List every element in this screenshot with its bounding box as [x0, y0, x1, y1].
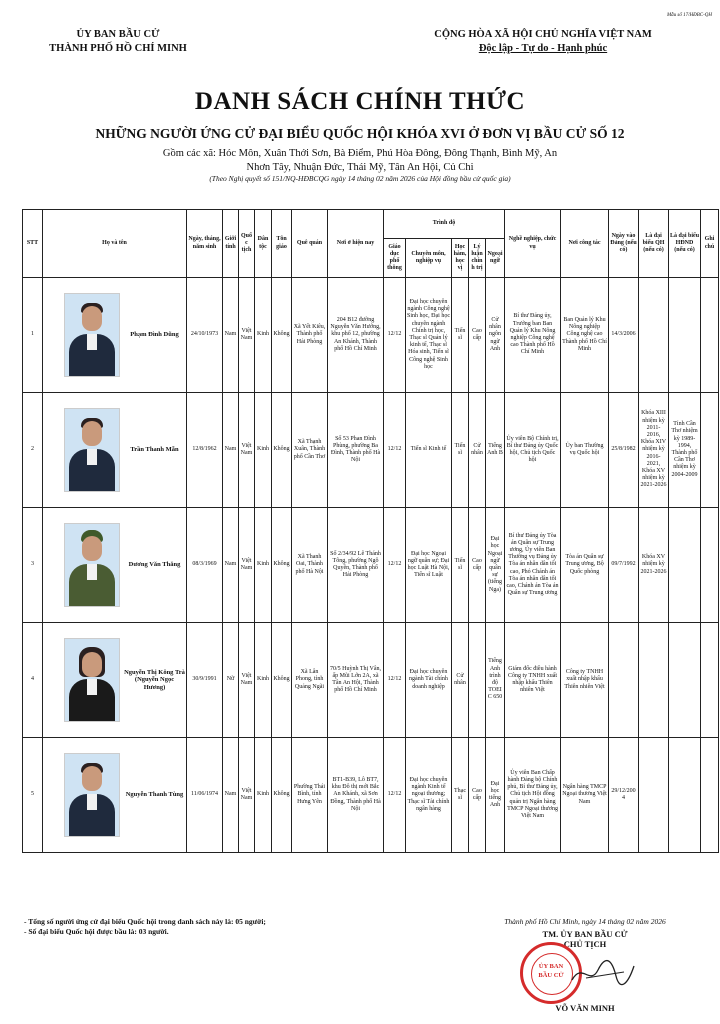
cell-gender: Nam: [223, 508, 239, 623]
candidate-photo: [64, 408, 120, 492]
cell-notes: [701, 508, 719, 623]
col-nationality: Quốc tịch: [239, 210, 255, 278]
resolution-note: (Theo Nghị quyết số 151/NQ-HĐBCQG ngày 14 tháng 02 năm 2026 của Hội đồng bầu cử quốc gia): [209, 174, 511, 183]
cell-academic: Tiến sĩ: [452, 393, 469, 508]
col-specialty: Chuyên môn, nghiệp vụ: [406, 239, 452, 278]
cell-religion: Không: [272, 738, 292, 853]
cell-dob: 11/06/1974: [187, 738, 223, 853]
cell-council-delegate: [669, 508, 701, 623]
cell-notes: [701, 623, 719, 738]
cell-occupation: Giám đốc điều hành Công ty TNHH xuất nhập khẩu Thiên nhiên Việt: [505, 623, 561, 738]
cell-gender: Nữ: [223, 623, 239, 738]
signature-role: CHỦ TỊCH: [563, 939, 607, 949]
cell-ethnicity: Kinh: [255, 738, 272, 853]
cell-stt: 1: [23, 278, 43, 393]
cell-residence: Số 2/34/92 Lê Thánh Tông, phường Ngô Quyền, Thành phố Hải Phòng: [328, 508, 384, 623]
cell-stt: 3: [23, 508, 43, 623]
cell-stt: 5: [23, 738, 43, 853]
summary-notes: [24, 917, 266, 937]
col-party-date: Ngày vào Đảng (nếu có): [609, 210, 639, 278]
col-religion: Tôn giáo: [272, 210, 292, 278]
candidate-table: [22, 209, 719, 853]
cell-general-edu: 12/12: [384, 393, 406, 508]
cell-residence: 204 B12 đường Nguyễn Văn Hưởng, khu phố 12, phường An Khánh, Thành phố Hồ Chí Minh: [328, 278, 384, 393]
cell-stt: 4: [23, 623, 43, 738]
cell-politics: Cao cấp: [469, 278, 486, 393]
cell-council-delegate: [669, 623, 701, 738]
cell-politics: Cao cấp: [469, 508, 486, 623]
document-subtitle: NHỮNG NGƯỜI ỨNG CỬ ĐẠI BIỂU QUỐC HỘI KHÓA XVI Ở ĐƠN VỊ BẦU CỬ SỐ 12: [95, 126, 625, 141]
seal-text-2: BẦU CỬ: [538, 972, 564, 979]
seal-text-1: ỦY BAN: [538, 963, 564, 970]
cell-religion: Không: [272, 278, 292, 393]
authority-line-1: ỦY BAN BẦU CỬ: [76, 29, 160, 40]
cell-language: Tiếng Anh trình độ TOEIC 650: [486, 623, 505, 738]
cell-language: Đại học tiếng Anh: [486, 738, 505, 853]
cell-academic: Tiến sĩ: [452, 508, 469, 623]
document-title: DANH SÁCH CHÍNH THỨC: [194, 88, 526, 115]
col-workplace: Nơi công tác: [561, 210, 609, 278]
handwritten-signature: [568, 958, 638, 988]
cell-council-delegate: [669, 278, 701, 393]
form-number: Mẫu số 17/HĐBC-QH: [667, 13, 712, 18]
cell-specialty: Tiến sĩ Kinh tế: [406, 393, 452, 508]
col-ethnicity: Dân tộc: [255, 210, 272, 278]
candidate-photo: [64, 293, 120, 377]
cell-ethnicity: Kinh: [255, 508, 272, 623]
cell-name: [43, 393, 187, 508]
cell-nationality: Việt Nam: [239, 738, 255, 853]
cell-workplace: Tòa án Quân sự Trung ương, Bộ Quốc phòng: [561, 508, 609, 623]
candidate-photo: [64, 753, 120, 837]
cell-occupation: Ủy viên Ban Chấp hành Đảng bộ Chính phủ, Bí thư Đảng ủy, Chủ tịch Hội đồng quản trị Ngân hàng TMCP Ngoại thương Việt Nam: [505, 738, 561, 853]
cell-gender: Nam: [223, 278, 239, 393]
table-row: [23, 623, 719, 738]
candidate-photo: [64, 638, 120, 722]
constituency-description: Gồm các xã: Hóc Môn, Xuân Thới Sơn, Bà Điểm, Phú Hòa Đông, Đông Thạnh, Bình Mỹ, An Nhơn Tây, Nhuận Đức, Thái Mỹ, Tân An Hội, Củ Chi: [162, 148, 558, 173]
cell-workplace: Công ty TNHH xuất nhập khẩu Thiên nhiên Việt: [561, 623, 609, 738]
col-occupation: Nghề nghiệp, chức vụ: [505, 210, 561, 278]
cell-residence: BT1-B39, Lô BT7, khu Đô thị mới Bắc An Khánh, xã Sơn Đồng, Thành phố Hà Nội: [328, 738, 384, 853]
cell-notes: [701, 278, 719, 393]
cell-council-delegate: [669, 738, 701, 853]
cell-academic: Thạc sĩ: [452, 738, 469, 853]
cell-na-delegate: [639, 623, 669, 738]
cell-nationality: Việt Nam: [239, 508, 255, 623]
cell-gender: Nam: [223, 738, 239, 853]
cell-dob: 08/3/1969: [187, 508, 223, 623]
cell-specialty: Đại học chuyên ngành Kinh tế ngoại thương; Thạc sĩ Tài chính ngân hàng: [406, 738, 452, 853]
cell-occupation: Bí thư Đảng ủy Tòa án Quân sự Trung ương, Ủy viên Ban Thường vụ Đảng ủy Tòa án nhân dân tối cao, Phó Chánh án Tòa án nhân dân tối cao, Chánh án Tòa án Quân sự Trung ương: [505, 508, 561, 623]
cell-politics: Cử nhân: [469, 393, 486, 508]
col-council-delegate: Là đại biểu HĐND (nếu có): [669, 210, 701, 278]
issuing-authority: [18, 28, 218, 56]
cell-politics: Cao cấp: [469, 738, 486, 853]
seats-line: - Số đại biểu Quốc hội được bầu là: 03 người.: [24, 927, 169, 936]
cell-party-date: 14/3/2006: [609, 278, 639, 393]
cell-residence: 70/5 Huỳnh Thị Vân, ấp Mũi Lớn 2A, xã Tân An Hội, Thành phố Hồ Chí Minh: [328, 623, 384, 738]
cell-residence: Số 53 Phan Đình Phùng, phường Ba Đình, Thành phố Hà Nội: [328, 393, 384, 508]
signer-name: VÕ VĂN MINH: [555, 1003, 615, 1013]
candidate-name: Phạm Đình Dũng: [130, 331, 179, 339]
table-row: [23, 508, 719, 623]
cell-language: Cử nhân ngôn ngữ Anh: [486, 278, 505, 393]
cell-workplace: Ban Quản lý Khu Nông nghiệp Công nghệ cao Thành phố Hồ Chí Minh: [561, 278, 609, 393]
candidate-name: Nguyễn Thị Kông Trà (Nguyễn Ngọc Hương): [124, 669, 185, 691]
candidate-photo: [64, 523, 120, 607]
cell-general-edu: 12/12: [384, 623, 406, 738]
cell-party-date: [609, 623, 639, 738]
cell-hometown: Xã Lân Phong, tỉnh Quảng Ngãi: [292, 623, 328, 738]
cell-ethnicity: Kinh: [255, 278, 272, 393]
col-na-delegate: Là đại biểu QH (nếu có): [639, 210, 669, 278]
cell-specialty: Đại học chuyên ngành Tài chính doanh nghiệp: [406, 623, 452, 738]
cell-na-delegate: Khóa XV nhiệm kỳ 2021-2026: [639, 508, 669, 623]
col-residence: Nơi ở hiện nay: [328, 210, 384, 278]
candidate-name: Nguyễn Thanh Tùng: [125, 791, 184, 799]
cell-ethnicity: Kinh: [255, 623, 272, 738]
table-row: [23, 393, 719, 508]
col-general-edu: Giáo dục phổ thông: [384, 239, 406, 278]
total-candidates-line: - Tổng số người ứng cử đại biểu Quốc hội trong danh sách này là: 05 người;: [24, 917, 266, 926]
cell-na-delegate: [639, 278, 669, 393]
cell-language: Đại học Ngoại ngữ quân sự (tiếng Nga): [486, 508, 505, 623]
cell-specialty: Đại học Ngoại ngữ quân sự; Đại học Luật Hà Nội, Tiến sĩ Luật: [406, 508, 452, 623]
cell-dob: 30/9/1991: [187, 623, 223, 738]
cell-language: Tiếng Anh B: [486, 393, 505, 508]
cell-occupation: Ủy viên Bộ Chính trị, Bí thư Đảng ủy Quốc hội, Chủ tịch Quốc hội: [505, 393, 561, 508]
cell-nationality: Việt Nam: [239, 278, 255, 393]
col-name: Họ và tên: [43, 210, 187, 278]
table-row: [23, 278, 719, 393]
cell-council-delegate: Tỉnh Cần Thơ nhiệm kỳ 1989-1994, Thành phố Cần Thơ nhiệm kỳ 2004-2009: [669, 393, 701, 508]
cell-stt: 2: [23, 393, 43, 508]
col-dob: Ngày, tháng, năm sinh: [187, 210, 223, 278]
cell-nationality: Việt Nam: [239, 623, 255, 738]
cell-notes: [701, 393, 719, 508]
cell-politics: [469, 623, 486, 738]
cell-general-edu: 12/12: [384, 738, 406, 853]
col-stt: STT: [23, 210, 43, 278]
national-motto: Độc lập - Tự do - Hạnh phúc: [478, 43, 608, 54]
cell-hometown: Phường Thái Bình, tỉnh Hưng Yên: [292, 738, 328, 853]
authority-line-2: THÀNH PHỐ HỒ CHÍ MINH: [49, 43, 187, 54]
cell-name: [43, 278, 187, 393]
cell-religion: Không: [272, 393, 292, 508]
cell-hometown: Xã Yết Kiêu, Thành phố Hải Phòng: [292, 278, 328, 393]
cell-nationality: Việt Nam: [239, 393, 255, 508]
signature-org: TM. ỦY BAN BẦU CỬ: [542, 929, 628, 939]
cell-party-date: 29/12/2004: [609, 738, 639, 853]
cell-dob: 12/8/1962: [187, 393, 223, 508]
cell-notes: [701, 738, 719, 853]
cell-na-delegate: [639, 738, 669, 853]
signature-place-date: Thành phố Hồ Chí Minh, ngày 14 tháng 02 năm 2026: [504, 917, 666, 926]
cell-dob: 24/10/1973: [187, 278, 223, 393]
col-gender: Giới tính: [223, 210, 239, 278]
cell-party-date: 25/8/1982: [609, 393, 639, 508]
cell-academic: Tiến sĩ: [452, 278, 469, 393]
cell-hometown: Xã Thạnh Xuân, Thành phố Cần Thơ: [292, 393, 328, 508]
cell-general-edu: 12/12: [384, 278, 406, 393]
cell-ethnicity: Kinh: [255, 393, 272, 508]
cell-party-date: 09/7/1992: [609, 508, 639, 623]
cell-name: [43, 623, 187, 738]
cell-occupation: Bí thư Đảng ủy, Trưởng ban Ban Quản lý Khu Nông nghiệp Công nghệ cao Thành phố Hồ Chí Minh: [505, 278, 561, 393]
cell-name: [43, 508, 187, 623]
col-language: Ngoại ngữ: [486, 239, 505, 278]
cell-workplace: Ủy ban Thường vụ Quốc hội: [561, 393, 609, 508]
cell-gender: Nam: [223, 393, 239, 508]
cell-na-delegate: Khóa XIII nhiệm kỳ 2011-2016, Khóa XIV nhiệm kỳ 2016-2021, Khóa XV nhiệm kỳ 2021-2026: [639, 393, 669, 508]
national-title: CỘNG HÒA XÃ HỘI CHỦ NGHĨA VIỆT NAM: [434, 29, 652, 40]
col-education-group: Trình độ: [384, 210, 505, 239]
col-academic: Học hàm, học vị: [452, 239, 469, 278]
cell-academic: Cử nhân: [452, 623, 469, 738]
cell-hometown: Xã Thanh Oai, Thành phố Hà Nội: [292, 508, 328, 623]
cell-name: [43, 738, 187, 853]
signature-block: [470, 917, 700, 949]
col-politics: Lý luận chính trị: [469, 239, 486, 278]
cell-workplace: Ngân hàng TMCP Ngoại thương Việt Nam: [561, 738, 609, 853]
table-row: [23, 738, 719, 853]
candidate-name: Trần Thanh Mẫn: [130, 446, 179, 454]
col-hometown: Quê quán: [292, 210, 328, 278]
cell-religion: Không: [272, 623, 292, 738]
cell-general-edu: 12/12: [384, 508, 406, 623]
cell-religion: Không: [272, 508, 292, 623]
candidate-name: Dương Văn Thăng: [128, 561, 181, 569]
national-header: [378, 28, 708, 56]
cell-specialty: Đại học chuyên ngành Công nghệ Sinh học, Đại học chuyên ngành Chính trị học, Thạc sĩ Quản lý kinh tế, Thạc sĩ Hóa sinh, Tiến sĩ Công nghệ Sinh học: [406, 278, 452, 393]
col-notes: Ghi chú: [701, 210, 719, 278]
